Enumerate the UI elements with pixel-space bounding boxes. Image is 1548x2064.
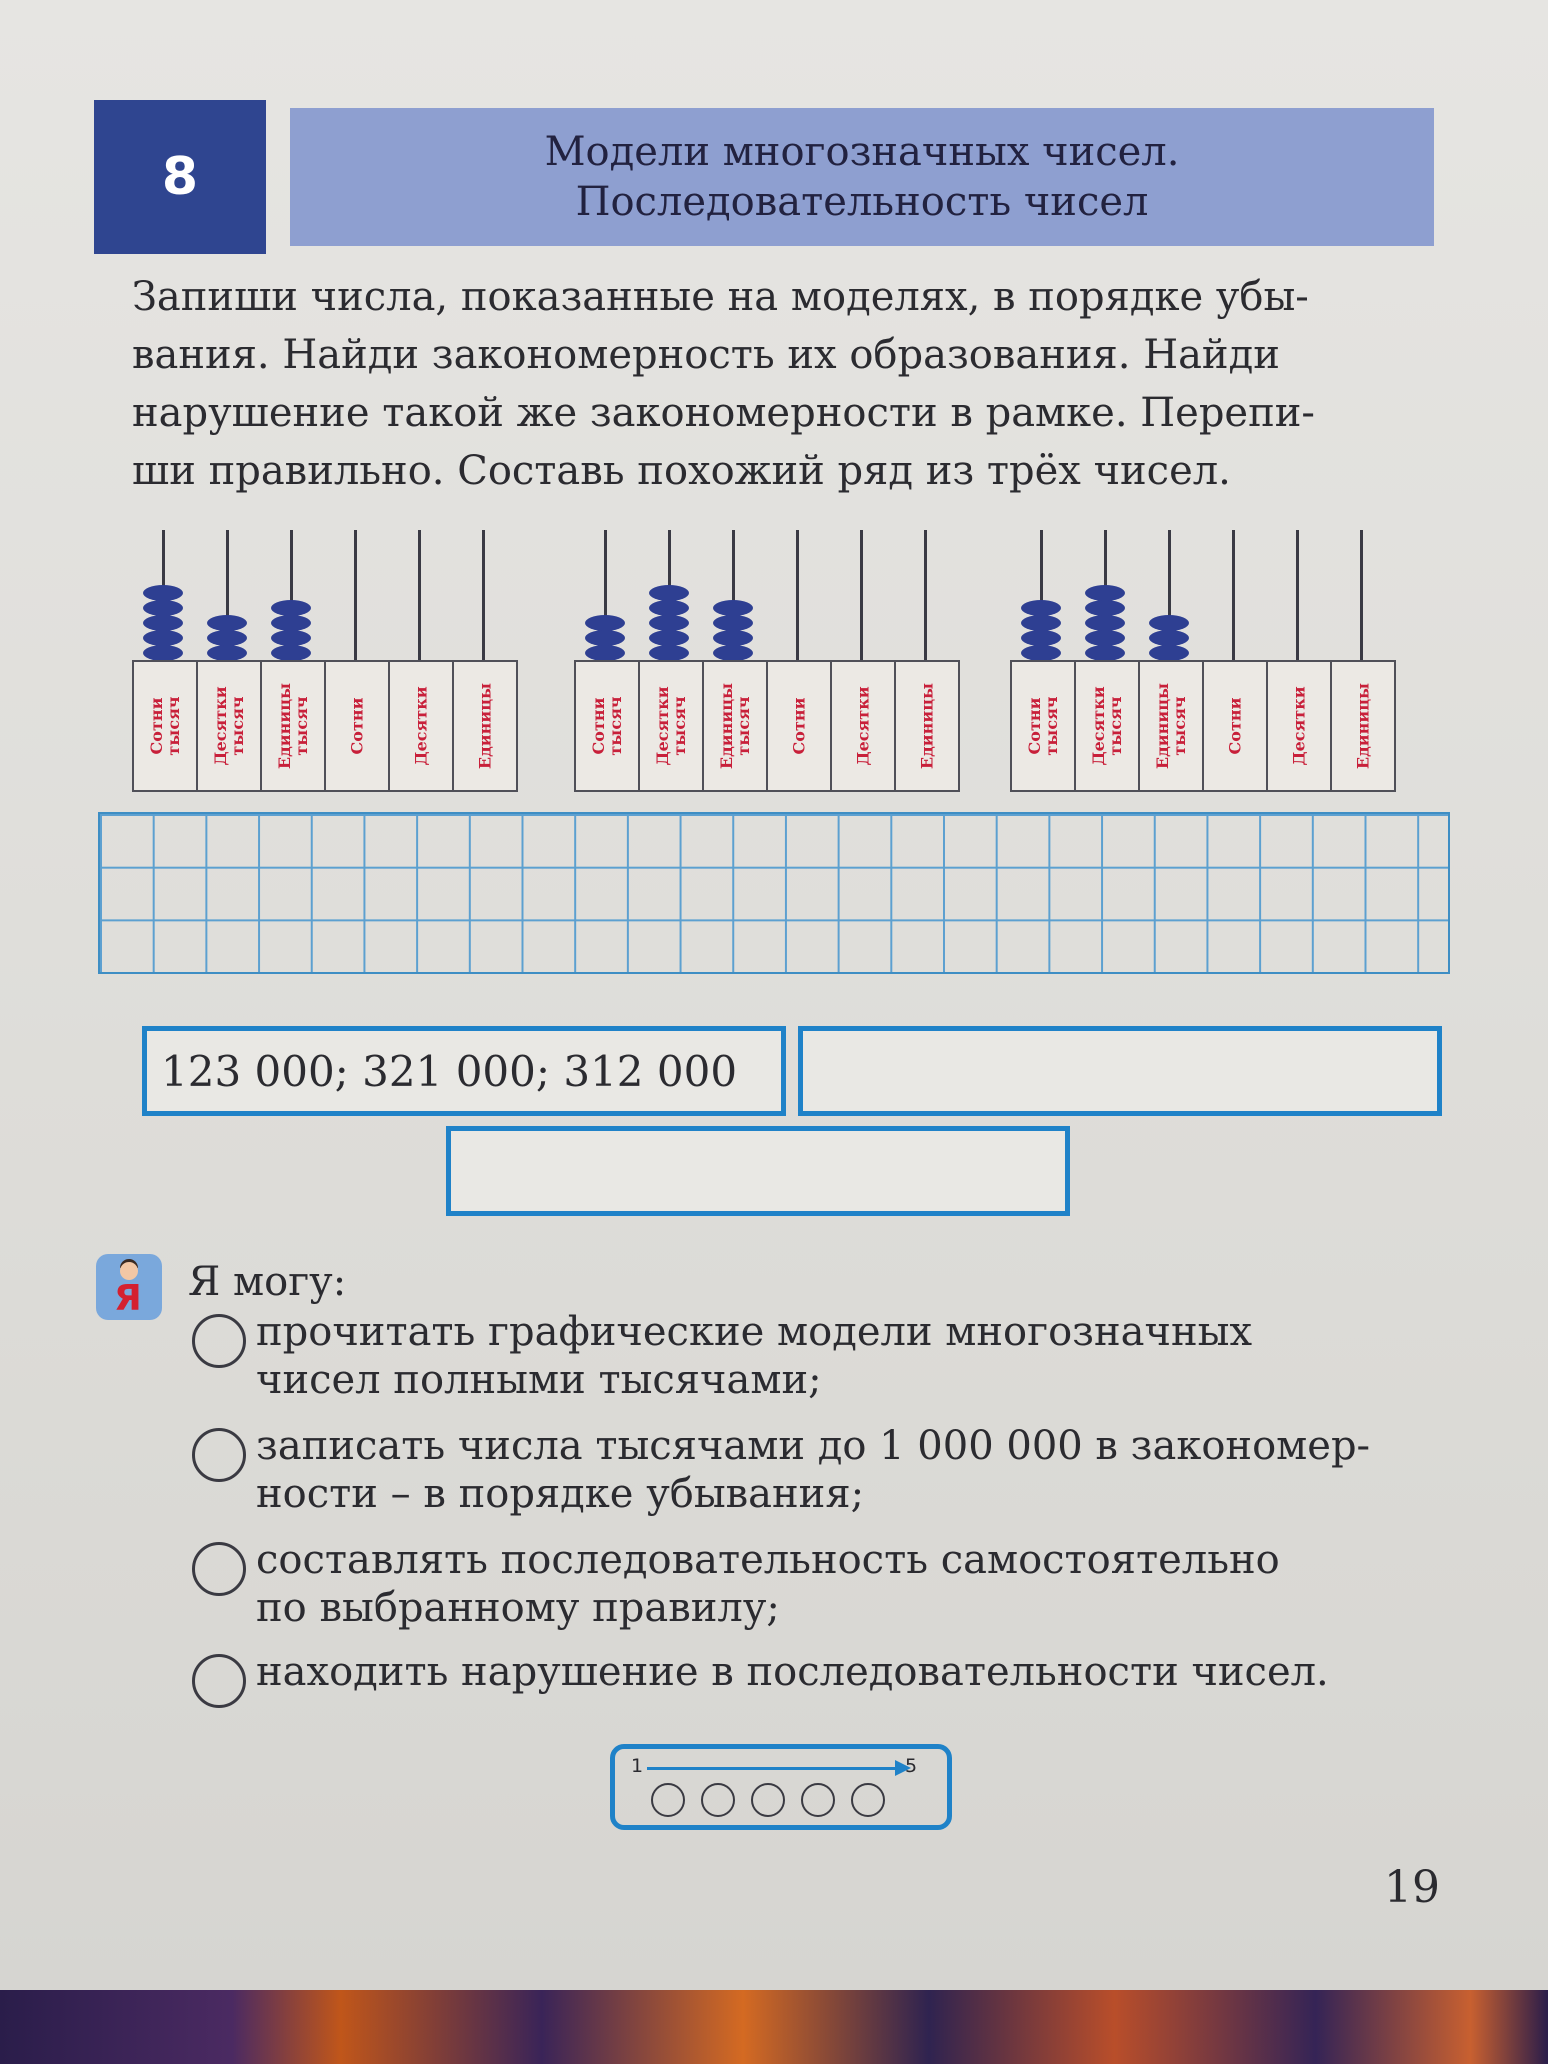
abacus-rod bbox=[418, 530, 421, 660]
abacus-bead bbox=[649, 615, 689, 631]
abacus-bead bbox=[1149, 615, 1189, 631]
lesson-number: 8 bbox=[161, 147, 199, 207]
abacus-bead bbox=[1085, 630, 1125, 646]
abacus-rod bbox=[1360, 530, 1363, 660]
abacus-place-cell bbox=[576, 662, 640, 790]
abacus-place-label: Сотни bbox=[1225, 697, 1245, 755]
abacus-place-label: Сотни тысяч bbox=[1025, 696, 1061, 756]
abacus-bead bbox=[713, 630, 753, 646]
abacus-place-cell bbox=[1076, 662, 1140, 790]
abacus-bead bbox=[1085, 585, 1125, 601]
abacus-place-cell bbox=[198, 662, 262, 790]
page-number: 19 bbox=[1384, 1862, 1440, 1913]
abacus-place-cell bbox=[390, 662, 454, 790]
abacus-bead bbox=[1021, 615, 1061, 631]
abacus-bead bbox=[1085, 600, 1125, 616]
abacus-bead bbox=[1021, 645, 1061, 661]
abacus-rod bbox=[924, 530, 927, 660]
abacus-bead bbox=[649, 645, 689, 661]
self-check-item-text: находить нарушение в последовательности чисел. bbox=[256, 1649, 1329, 1695]
abacus-bead bbox=[1085, 645, 1125, 661]
abacus-place-label: Сотни тысяч bbox=[589, 696, 625, 756]
abacus-bead bbox=[271, 645, 311, 661]
abacus-place-label: Сотни тысяч bbox=[147, 696, 183, 756]
background-fabric bbox=[0, 1990, 1548, 2064]
abacus-rod bbox=[482, 530, 485, 660]
abacus-bead bbox=[143, 585, 183, 601]
self-check-item-text: записать числа тысячами до 1 000 000 в закономер- bbox=[256, 1423, 1371, 1469]
self-check-radio[interactable] bbox=[192, 1314, 246, 1368]
abacus-bead bbox=[271, 630, 311, 646]
answer-grid[interactable] bbox=[98, 812, 1450, 974]
abacus-place-cell bbox=[640, 662, 704, 790]
abacus-base bbox=[132, 660, 518, 792]
abacus-place-cell bbox=[896, 662, 958, 790]
abacus-place-cell bbox=[326, 662, 390, 790]
task-line: Запиши числа, показанные на моделях, в порядке убы- bbox=[132, 274, 1309, 320]
abacus-rod bbox=[1296, 530, 1299, 660]
abacus-bead bbox=[1149, 645, 1189, 661]
abacus-bead bbox=[143, 600, 183, 616]
abacus-place-label: Десятки bbox=[853, 686, 873, 766]
abacus-bead bbox=[713, 600, 753, 616]
abacus-place-label: Десятки bbox=[411, 686, 431, 766]
task-line: ши правильно. Составь похожий ряд из трёх чисел. bbox=[132, 448, 1231, 494]
abacus-bead bbox=[207, 630, 247, 646]
abacus-place-cell bbox=[1268, 662, 1332, 790]
abacus-place-cell bbox=[262, 662, 326, 790]
self-check-item-text: ности – в порядке убывания; bbox=[256, 1471, 865, 1517]
task-line: вания. Найди закономерность их образования. Найди bbox=[132, 332, 1280, 378]
abacus-place-label: Единицы тысяч bbox=[1153, 682, 1189, 770]
self-check-radio[interactable] bbox=[192, 1654, 246, 1708]
abacus-place-cell bbox=[1204, 662, 1268, 790]
abacus-bead bbox=[585, 630, 625, 646]
abacus-bead bbox=[649, 585, 689, 601]
abacus-place-label: Десятки bbox=[1289, 686, 1309, 766]
self-rating-scale bbox=[610, 1744, 952, 1830]
abacus-bead bbox=[207, 645, 247, 661]
scale-min-label: 1 bbox=[631, 1755, 644, 1777]
scale-circle[interactable] bbox=[751, 1783, 785, 1817]
abacus-bead bbox=[143, 630, 183, 646]
lesson-title-line-2: Последовательность чисел bbox=[575, 179, 1149, 225]
abacus-place-cell bbox=[454, 662, 516, 790]
abacus-bead bbox=[649, 600, 689, 616]
abacus-bead bbox=[713, 615, 753, 631]
scale-arrow-line bbox=[647, 1767, 899, 1770]
abacus-place-label: Единицы тысяч bbox=[717, 682, 753, 770]
abacus-place-cell bbox=[768, 662, 832, 790]
abacus-place-label: Сотни bbox=[347, 697, 367, 755]
abacus-place-label: Десятки тысяч bbox=[1089, 686, 1125, 766]
self-check-item-text: чисел полными тысячами; bbox=[256, 1357, 822, 1403]
abacus-rod bbox=[796, 530, 799, 660]
lesson-number-badge bbox=[94, 100, 266, 254]
self-check-item-text: прочитать графические модели многозначных bbox=[256, 1309, 1252, 1355]
task-instructions bbox=[132, 268, 1422, 500]
scale-circle[interactable] bbox=[801, 1783, 835, 1817]
answer-frame-1[interactable] bbox=[798, 1026, 1442, 1116]
abacus-bead bbox=[271, 600, 311, 616]
task-line: нарушение такой же закономерности в рамке. Перепи- bbox=[132, 390, 1315, 436]
abacus-place-label: Сотни bbox=[789, 697, 809, 755]
answer-frame-2[interactable] bbox=[446, 1126, 1070, 1216]
self-check-radio[interactable] bbox=[192, 1542, 246, 1596]
abacus-bead bbox=[207, 615, 247, 631]
scale-max-label: 5 bbox=[905, 1755, 918, 1777]
abacus-place-label: Единицы тысяч bbox=[275, 682, 311, 770]
self-check-title: Я могу: bbox=[188, 1259, 347, 1305]
scale-circle[interactable] bbox=[701, 1783, 735, 1817]
abacus-place-cell bbox=[1140, 662, 1204, 790]
self-check-icon bbox=[96, 1254, 162, 1320]
lesson-title-banner bbox=[290, 108, 1434, 246]
abacus-base bbox=[574, 660, 960, 792]
abacus-place-label: Десятки тысяч bbox=[211, 686, 247, 766]
abacus-bead bbox=[1085, 615, 1125, 631]
scale-circle[interactable] bbox=[851, 1783, 885, 1817]
self-check-icon-letter: Я bbox=[114, 1278, 142, 1319]
abacus-place-label: Десятки тысяч bbox=[653, 686, 689, 766]
abacus-place-cell bbox=[1012, 662, 1076, 790]
abacus-bead bbox=[1021, 630, 1061, 646]
abacus-bead bbox=[143, 645, 183, 661]
abacus-rod bbox=[354, 530, 357, 660]
abacus-bead bbox=[585, 615, 625, 631]
self-check-item-text: по выбранному правилу; bbox=[256, 1585, 780, 1631]
abacus-place-label: Единицы bbox=[917, 682, 937, 770]
self-check-item-text: составлять последовательность самостоятельно bbox=[256, 1537, 1280, 1583]
scale-circle[interactable] bbox=[651, 1783, 685, 1817]
abacus-bead bbox=[143, 615, 183, 631]
abacus-place-cell bbox=[704, 662, 768, 790]
abacus-bead bbox=[1149, 630, 1189, 646]
abacus-place-cell bbox=[1332, 662, 1394, 790]
abacus-base bbox=[1010, 660, 1396, 792]
abacus-bead bbox=[1021, 600, 1061, 616]
abacus-place-label: Единицы bbox=[1353, 682, 1373, 770]
abacus-bead bbox=[713, 645, 753, 661]
self-check-radio[interactable] bbox=[192, 1428, 246, 1482]
abacus-place-label: Единицы bbox=[475, 682, 495, 770]
abacus-rod bbox=[1232, 530, 1235, 660]
numbers-frame bbox=[142, 1026, 786, 1116]
abacus-bead bbox=[649, 630, 689, 646]
abacus-rod bbox=[860, 530, 863, 660]
abacus-bead bbox=[585, 645, 625, 661]
lesson-title-line-1: Модели многозначных чисел. bbox=[544, 129, 1180, 175]
abacus-bead bbox=[271, 615, 311, 631]
numbers-frame-text: 123 000; 321 000; 312 000 bbox=[161, 1046, 738, 1096]
abacus-place-cell bbox=[832, 662, 896, 790]
abacus-place-cell bbox=[134, 662, 198, 790]
